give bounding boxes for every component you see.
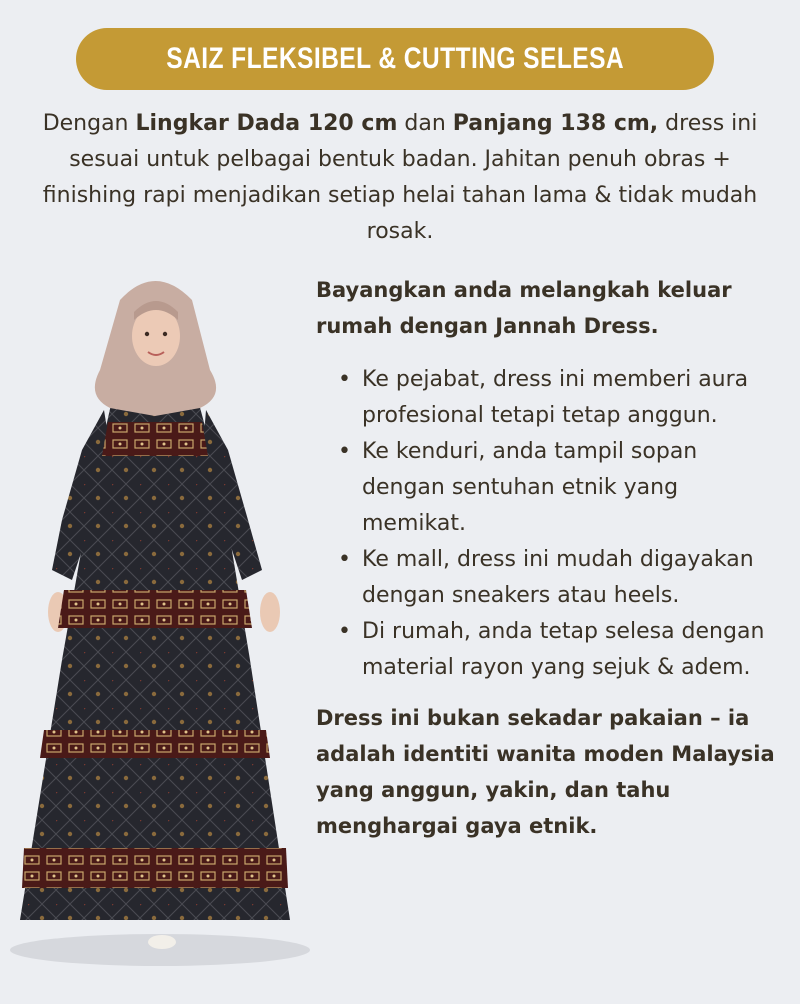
list-item-text: Ke kenduri, anda tampil sopan dengan sentuhan etnik yang memikat.	[362, 439, 698, 536]
intro-text-2: dan	[397, 111, 453, 136]
list-item-text: Di rumah, anda tetap selesa dengan material rayon yang sejuk & adem.	[362, 619, 765, 680]
bullet-icon: •	[338, 547, 351, 572]
model-illustration	[0, 260, 310, 1000]
bullet-icon: •	[338, 439, 351, 464]
intro-text-3: dress ini sesuai untuk pelbagai bentuk badan. Jahitan penuh obras + finishing rapi menjadikan setiap helai tahan lama & tidak mudah rosak.	[42, 111, 758, 244]
description-column	[316, 272, 786, 865]
title-banner	[76, 28, 714, 90]
intro-text-1: Dengan	[42, 111, 136, 136]
list-item-text: Ke mall, dress ini mudah digayakan dengan sneakers atau heels.	[362, 547, 754, 608]
lead-text: Bayangkan anda melangkah keluar rumah dengan Jannah Dress.	[316, 278, 732, 338]
list-item	[316, 542, 786, 614]
benefits-list	[316, 362, 786, 686]
banner-title: SAIZ FLEKSIBEL & CUTTING SELESA	[166, 42, 624, 75]
list-item	[316, 362, 786, 434]
closing-text: Dress ini bukan sekadar pakaian – ia adalah identiti wanita moden Malaysia yang anggun, yakin, dan tahu menghargai gaya etnik.	[316, 706, 775, 838]
intro-paragraph	[40, 106, 760, 250]
list-item	[316, 614, 786, 686]
model-photo	[0, 260, 310, 1000]
list-item-text: Ke pejabat, dress ini memberi aura profesional tetapi tetap anggun.	[362, 367, 749, 428]
bullet-icon: •	[338, 619, 351, 644]
intro-length: Panjang 138 cm,	[452, 111, 659, 136]
list-item	[316, 434, 786, 542]
bullet-icon: •	[338, 367, 351, 392]
intro-chest-size: Lingkar Dada 120 cm	[135, 111, 398, 136]
